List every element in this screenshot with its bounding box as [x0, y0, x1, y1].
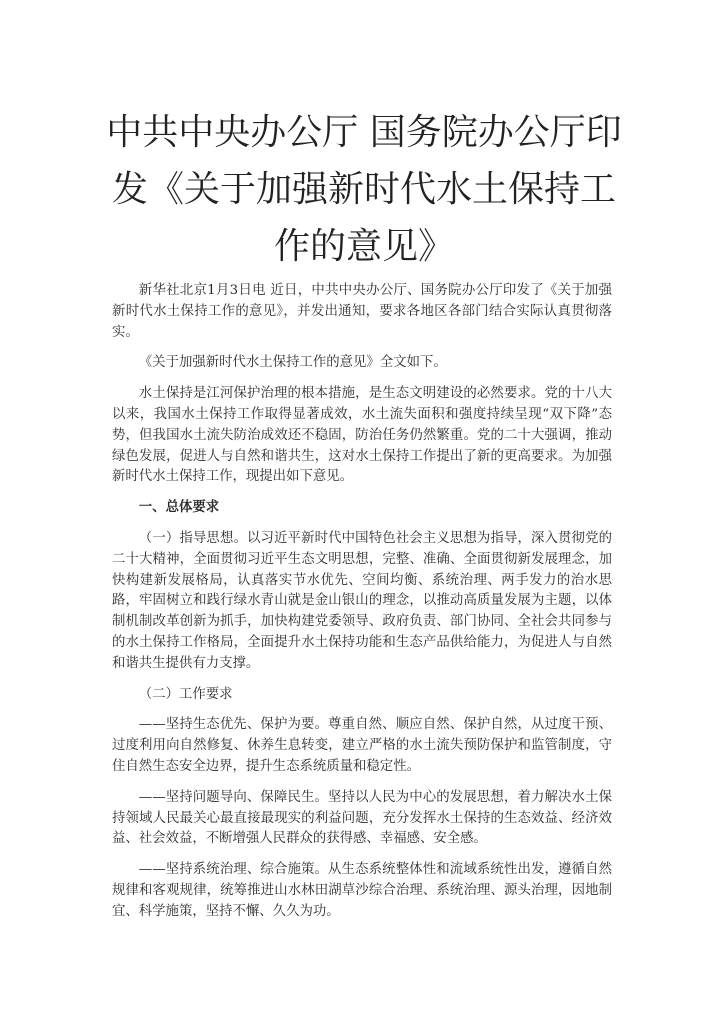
requirement-paragraph: ——坚持生态优先、保护为要。尊重自然、顺应自然、保护自然，从过度干预、过度利用向自然修复、休养生息转变，建立严格的水土流失预防保护和监管制度，守住自然生态安全边界，提升生态系统质量和稳定性。	[112, 717, 612, 774]
article-body	[112, 281, 612, 933]
section-heading: 一、总体要求	[138, 500, 220, 516]
requirement-paragraph: ——坚持系统治理、综合施策。从生态系统整体性和流域系统性出发，遵循自然规律和客观规律，统筹推进山水林田湖草沙综合治理、系统治理、源头治理，因地制宜、科学施策，坚持不懈、久久为功。	[112, 862, 612, 919]
background-paragraph: 水土保持是江河保护治理的根本措施，是生态文明建设的必然要求。党的十八大以来，我国水土保持工作取得显著成效，水土流失面积和强度持续呈现“双下降”态势，但我国水土流失防治成效还不稳固，防治任务仍然繁重。党的二十大强调，推动绿色发展，促进人与自然和谐共生，这对水土保持工作提出了新的更高要求。为加强新时代水土保持工作，现提出如下意见。	[112, 386, 612, 485]
work-requirements-heading: （二）工作要求	[138, 686, 233, 702]
intro-paragraph: 《关于加强新时代水土保持工作的意见》全文如下。	[138, 355, 447, 371]
guiding-thought-paragraph: （一）指导思想。以习近平新时代中国特色社会主义思想为指导，深入贯彻党的二十大精神，全面贯彻习近平生态文明思想，完整、准确、全面贯彻新发展理念，加快构建新发展格局，认真落实节水优先、空间均衡、系统治理、两手发力的治水思路，牢固树立和践行绿水青山就是金山银山的理念，以推动高质量发展为主题，以体制机制改革创新为抓手，加快构建党委领导、政府负责、部门协同、全社会共同参与的水土保持工作格局，全面提升水土保持功能和生态产品供给能力，为促进人与自然和谐共生提供有力支撑。	[112, 530, 612, 671]
lead-paragraph: 新华社北京1月3日电 近日，中共中央办公厅、国务院办公厅印发了《关于加强新时代水土保持工作的意见》，并发出通知，要求各地区各部门结合实际认真贯彻落实。	[112, 283, 612, 340]
article-title: 中共中央办公厅 国务院办公厅印发《关于加强新时代水土保持工作的意见》	[106, 112, 622, 267]
requirement-paragraph: ——坚持问题导向、保障民生。坚持以人民为中心的发展思想，着力解决水土保持领域人民最关心最直接最现实的利益问题，充分发挥水土保持的生态效益、经济效益、社会效益，不断增强人民群众的获得感、幸福感、安全感。	[112, 789, 612, 847]
